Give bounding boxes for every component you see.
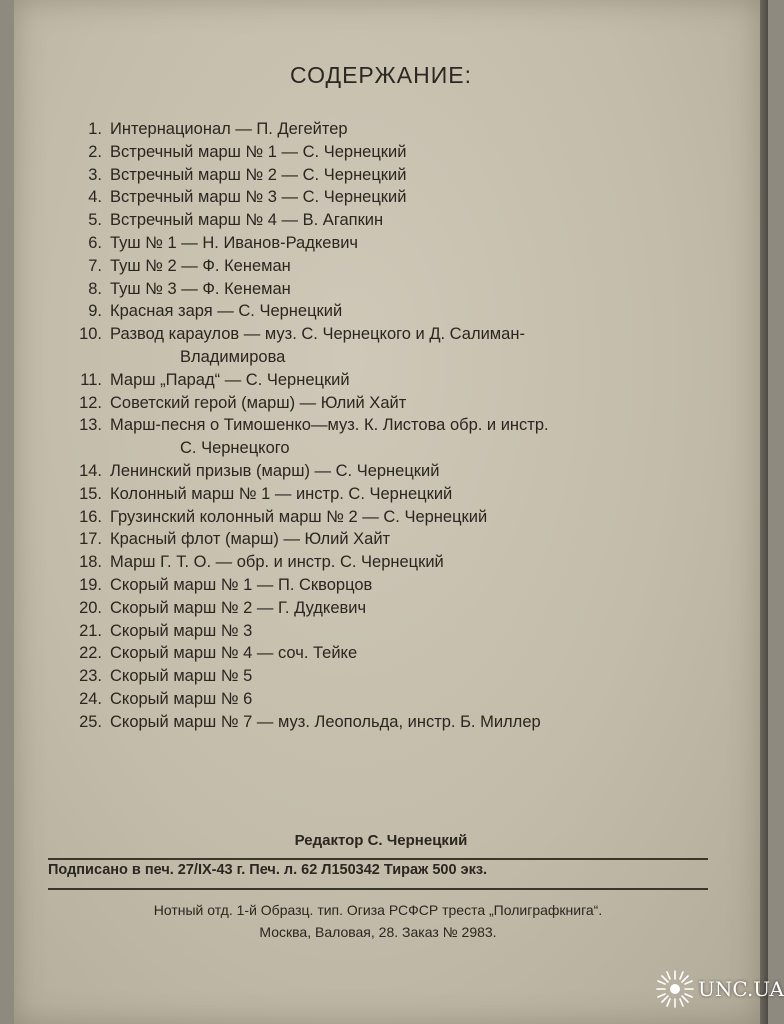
toc-item-title: Скорый марш № 2 — Г. Дудкевич	[110, 598, 367, 617]
toc-item-number: 23.	[79, 667, 102, 686]
toc-item-title: Красная заря — С. Чернецкий	[110, 302, 343, 321]
toc-item-title: Туш № 3 — Ф. Кенеман	[110, 279, 291, 298]
toc-item-number: 7.	[88, 256, 102, 275]
toc-item-number: 21.	[79, 621, 102, 640]
printer-line-1: Нотный отд. 1-й Образц. тип. Огиза РСФСР треста „Полиграфкнига“.	[153, 902, 603, 918]
toc-item-title: Марш-песня о Тимошенко—муз. К. Листова обр. и инстр.	[110, 416, 549, 435]
toc-item-title: Советский герой (марш) — Юлий Хайт	[110, 393, 407, 412]
toc-item-number: 12.	[79, 393, 102, 412]
toc-item-number: 24.	[79, 690, 102, 708]
toc-item-title: Туш № 1 — Н. Иванов-Радкевич	[110, 234, 359, 252]
toc-item-number: 4.	[88, 188, 102, 207]
imprint-line: Подписано в печ. 27/IX-43 г. Печ. л. 62 Л150342 Тираж 500 экз.	[48, 862, 488, 878]
toc-item-title: Скорый марш № 7 — муз. Леопольда, инстр. Б. Миллер	[110, 712, 541, 731]
toc-item-number: 22.	[79, 644, 102, 663]
toc-item-number: 18.	[79, 553, 102, 572]
printer-line-2: Москва, Валовая, 28. Заказ № 2983.	[259, 924, 497, 940]
watermark-text: UNC.UA	[698, 977, 784, 1001]
toc-item-title: Развод караулов — муз. С. Чернецкого и Д. Салиман-	[110, 325, 525, 344]
page-edge-shadow	[760, 0, 768, 1024]
toc-item-number: 9.	[88, 302, 102, 321]
toc-item-number: 10.	[79, 325, 102, 344]
toc-item-title: Встречный марш № 2 — С. Чернецкий	[110, 165, 407, 184]
page-title: СОДЕРЖАНИЕ:	[290, 62, 472, 88]
toc-item-number: 2.	[88, 142, 102, 161]
toc-item-continuation: Владимирова	[180, 347, 286, 366]
toc-item-title: Скорый марш № 6	[110, 690, 253, 708]
toc-item-number: 20.	[79, 598, 102, 617]
toc-item-title: Скорый марш № 1 — П. Скворцов	[110, 576, 373, 594]
toc-item-title: Встречный марш № 4 — В. Агапкин	[110, 211, 384, 230]
toc-item-title: Красный флот (марш) — Юлий Хайт	[110, 530, 391, 549]
toc-item-continuation: С. Чернецкого	[180, 439, 290, 458]
divider	[48, 888, 708, 890]
sunburst-icon	[654, 968, 696, 1010]
toc-item-number: 8.	[88, 279, 102, 298]
toc-item-number: 13.	[79, 416, 102, 435]
toc-item-number: 17.	[79, 530, 102, 549]
toc-item-number: 11.	[80, 370, 102, 389]
toc-item-title: Грузинский колонный марш № 2 — С. Чернецкий	[110, 507, 488, 526]
divider	[48, 858, 708, 860]
toc-item-title: Туш № 2 — Ф. Кенеман	[110, 256, 291, 275]
toc-item-number: 14.	[79, 462, 102, 480]
toc-item-number: 6.	[88, 234, 102, 252]
editor-line: Редактор С. Чернецкий	[294, 832, 468, 849]
toc-item-number: 3.	[88, 165, 102, 184]
toc-item-title: Марш „Парад“ — С. Чернецкий	[110, 370, 350, 389]
book-page	[14, 0, 760, 1024]
toc-item-title: Ленинский призыв (марш) — С. Чернецкий	[110, 462, 440, 480]
toc-item-number: 19.	[79, 576, 102, 594]
watermark	[654, 968, 784, 1010]
toc-item-title: Скорый марш № 3	[110, 621, 253, 640]
toc-item-title: Встречный марш № 3 — С. Чернецкий	[110, 188, 407, 207]
toc-item-title: Колонный марш № 1 — инстр. С. Чернецкий	[110, 484, 453, 503]
toc-item-title: Скорый марш № 5	[110, 667, 253, 686]
toc-item-number: 1.	[88, 120, 102, 138]
toc-item-number: 16.	[79, 507, 102, 526]
toc-item-title: Встречный марш № 1 — С. Чернецкий	[110, 142, 407, 161]
toc-item-title: Марш Г. Т. О. — обр. и инстр. С. Чернецкий	[110, 553, 444, 572]
toc-item-number: 15.	[79, 484, 102, 503]
toc-item-title: Интернационал — П. Дегейтер	[110, 120, 348, 138]
toc-item-number: 5.	[88, 211, 102, 230]
toc-item-title: Скорый марш № 4 — соч. Тейке	[110, 644, 358, 663]
toc-item-number: 25.	[79, 712, 102, 731]
